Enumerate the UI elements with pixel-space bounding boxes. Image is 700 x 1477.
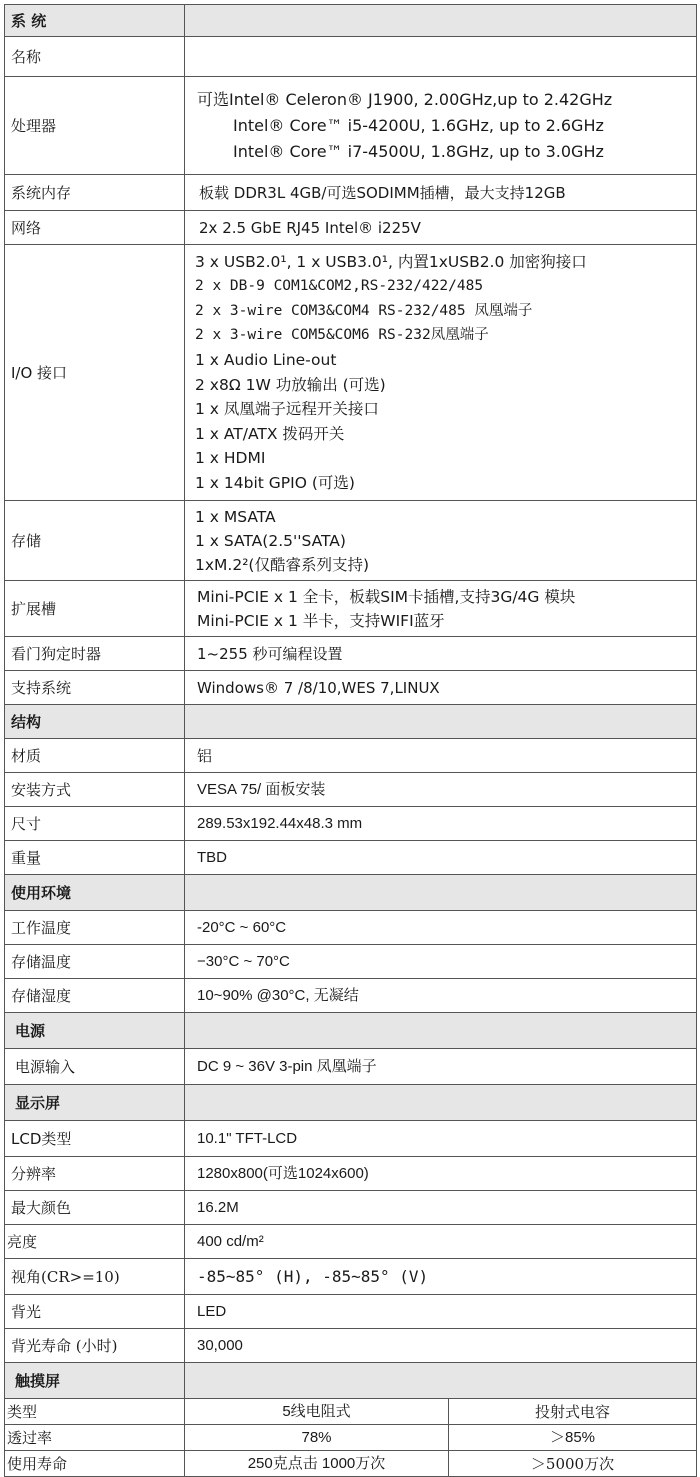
io-line: 1 x 凤凰端子远程开关接口 [195,400,379,419]
storage-value [185,501,697,581]
io-line: 3 x USB2.0¹, 1 x USB3.0¹, 内置1xUSB2.0 加密狗接口 [195,252,587,271]
lcd-label: LCD类型 [5,1121,185,1157]
material-value: 铝 [185,739,697,773]
res-value: 1280x800(可选1024x600) [185,1157,697,1191]
touch-type-capacitive: 投射式电容 [449,1399,697,1425]
cpu-label: 处理器 [5,77,185,175]
storage-line: 1xM.2²(仅酷睿系列支持) [195,555,370,574]
io-line: 1 x HDMI [195,449,266,468]
humidity-label: 存储湿度 [5,979,185,1013]
mount-value: VESA 75/ 面板安装 [185,773,697,807]
expansion-line: Mini-PCIE x 1 全卡，板载SIM卡插槽,支持3G/4G 模块 [197,587,576,606]
weight-label: 重量 [5,841,185,875]
op-temp-value: -20°C ~ 60°C [185,911,697,945]
os-label: 支持系统 [5,671,185,705]
memory-value: 板载 DDR3L 4GB/可选SODIMM插槽，最大支持12GB [185,175,697,211]
life-label: 背光寿命 (小时) [5,1329,185,1363]
weight-value: TBD [185,841,697,875]
storage-label: 存储 [5,501,185,581]
io-line: 2 x 3-wire COM3&COM4 RS-232/485 凤凰端子 [195,302,533,319]
power-input-value: DC 9 ~ 36V 3-pin 凤凰端子 [185,1049,697,1085]
name-label: 名称 [5,37,185,77]
cpu-line: Intel® Core™ i5-4200U, 1.6GHz, up to 2.6GHz [233,115,604,135]
touch-life-capacitive: ＞5000万次 [449,1451,697,1477]
mount-label: 安装方式 [5,773,185,807]
touch-type-label: 类型 [5,1399,185,1425]
colors-value: 16.2M [185,1191,697,1225]
io-line: 2 x8Ω 1W 功放输出 (可选) [195,375,386,394]
expansion-value [185,581,697,637]
angle-value: -85~85° (H), -85~85° (V) [185,1259,697,1295]
expansion-label: 扩展槽 [5,581,185,637]
touch-life-resistive: 250克点击 1000万次 [185,1451,449,1477]
brightness-label: 亮度 [5,1225,185,1259]
power-input-label: 电源输入 [5,1049,185,1085]
memory-label: 系统内存 [5,175,185,211]
section-power-header: 电源 [5,1013,185,1049]
io-line: 1 x AT/ATX 拨码开关 [195,424,345,443]
lcd-value: 10.1" TFT-LCD [185,1121,697,1157]
cpu-line: 可选Intel® Celeron® J1900, 2.00GHz,up to 2.42GHz [197,89,613,109]
touch-transmittance-resistive: 78% [185,1425,449,1451]
io-line: 1 x 14bit GPIO (可选) [195,473,355,492]
storage-line: 1 x SATA(2.5''SATA) [195,531,346,550]
section-touch-header: 触摸屏 [5,1363,185,1399]
st-temp-label: 存储温度 [5,945,185,979]
storage-line: 1 x MSATA [195,507,276,526]
watchdog-label: 看门狗定时器 [5,637,185,671]
cpu-value [185,77,697,175]
network-value: 2x 2.5 GbE RJ45 Intel® i225V [185,211,697,245]
section-system-header: 系 统 [5,5,185,37]
brightness-value: 400 cd/m² [185,1225,697,1259]
io-line: 2 x DB-9 COM1&COM2,RS-232/422/485 [195,278,484,295]
io-value [185,245,697,501]
life-value: 30,000 [185,1329,697,1363]
material-label: 材质 [5,739,185,773]
touch-transmittance-capacitive: ＞85% [449,1425,697,1451]
section-display-header: 显示屏 [5,1085,185,1121]
io-line: 2 x 3-wire COM5&COM6 RS-232凤凰端子 [195,327,489,344]
size-label: 尺寸 [5,807,185,841]
name-value [185,37,697,77]
angle-label: 视角(CR>=10) [5,1259,185,1295]
spec-table [4,4,697,1477]
io-label: I/O 接口 [5,245,185,501]
expansion-line: Mini-PCIE x 1 半卡，支持WIFI蓝牙 [197,611,445,630]
network-label: 网络 [5,211,185,245]
st-temp-value: −30°C ~ 70°C [185,945,697,979]
section-structure-header: 结构 [5,705,185,739]
watchdog-value: 1~255 秒可编程设置 [185,637,697,671]
size-value: 289.53x192.44x48.3 mm [185,807,697,841]
colors-label: 最大颜色 [5,1191,185,1225]
touch-type-resistive: 5线电阻式 [185,1399,449,1425]
cpu-line: Intel® Core™ i7-4500U, 1.8GHz, up to 3.0GHz [233,141,604,161]
touch-transmittance-label: 透过率 [5,1425,185,1451]
touch-life-label: 使用寿命 [5,1451,185,1477]
section-environment-header: 使用环境 [5,875,185,911]
os-value: Windows® 7 /8/10,WES 7,LINUX [185,671,697,705]
backlight-label: 背光 [5,1295,185,1329]
res-label: 分辨率 [5,1157,185,1191]
humidity-value: 10~90% @30°C, 无凝结 [185,979,697,1013]
io-line: 1 x Audio Line-out [195,350,337,369]
op-temp-label: 工作温度 [5,911,185,945]
backlight-value: LED [185,1295,697,1329]
